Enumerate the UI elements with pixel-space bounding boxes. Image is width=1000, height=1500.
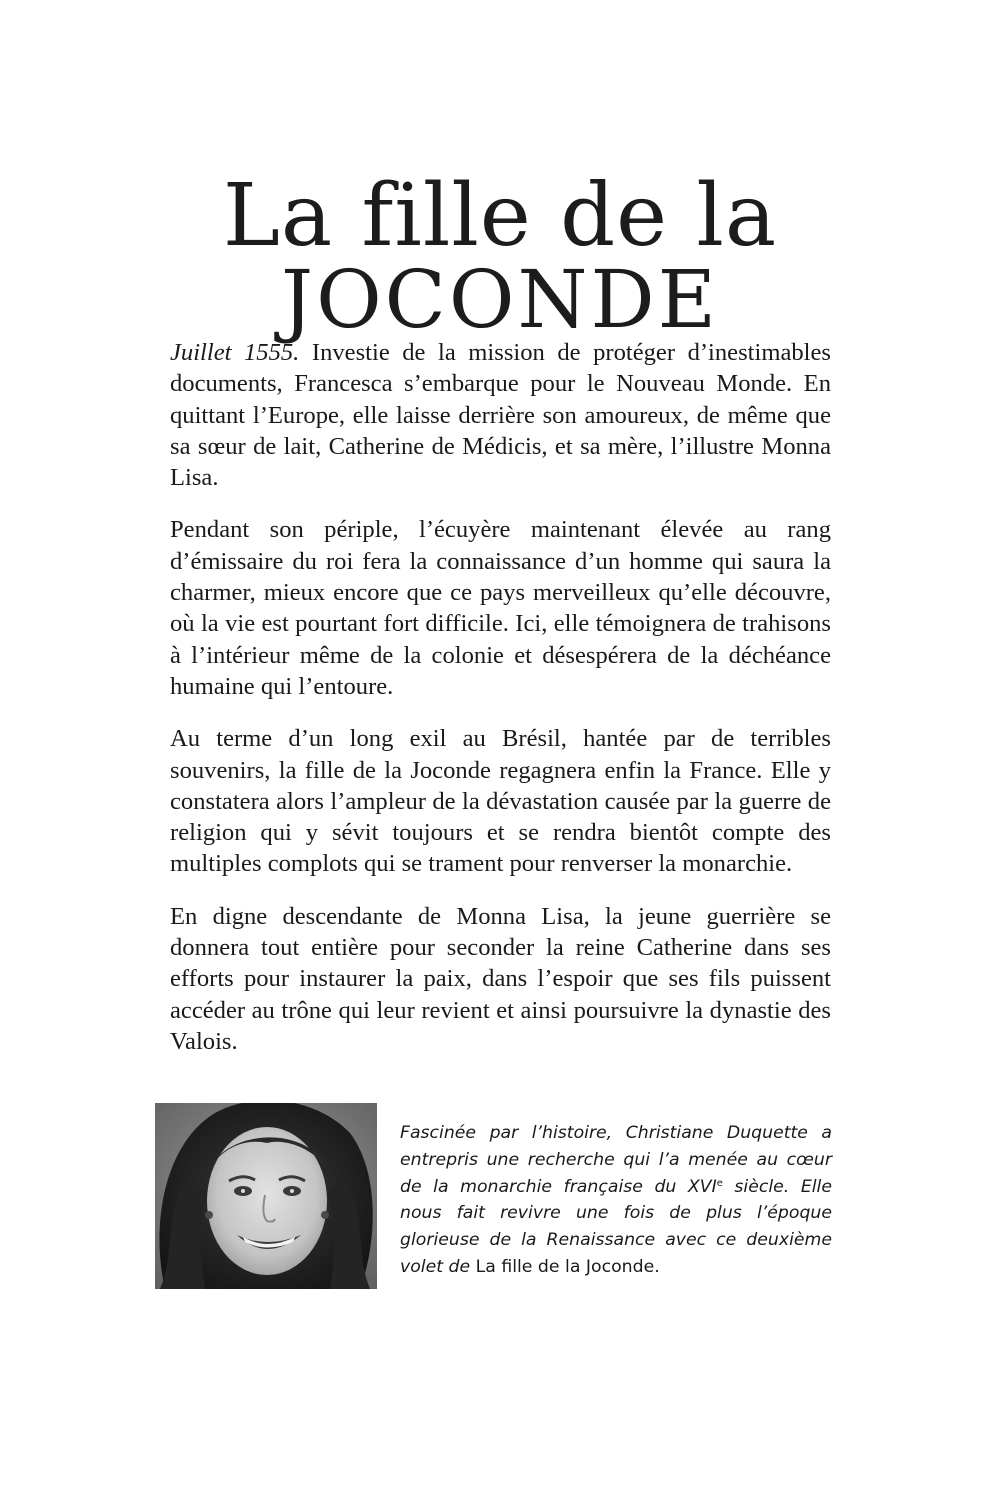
- summary-paragraph-4: En digne descendante de Monna Lisa, la jeune guerrière se donnera tout entière pour seconder la reine Catherine dans ses efforts pour instaurer la paix, dans l’espoir que ses fils puissent accéder au trône qui leur revient et ainsi poursuivre la dynastie des Valois.: [170, 902, 831, 1055]
- summary-paragraph-2: Pendant son périple, l’écuyère maintenant élevée au rang d’émissaire du roi fera la connaissance d’un homme qui saura la charmer, mieux encore que ce pays merveilleux qu’elle découvre, où la vie est pourtant fort difficile. Ici, elle témoignera de trahisons à l’intérieur même de la colonie et désespérera de la déchéance humaine qui l’entoure.: [170, 516, 831, 700]
- author-photo: [155, 1103, 377, 1289]
- summary-paragraph-3: Au terme d’un long exil au Brésil, hantée par de terribles souvenirs, la fille de la Joconde regagnera enfin la France. Elle y constatera alors l’ampleur de la dévastation causée par la guerre de religion qui y sévit toujours et se rendra bientôt compte des multiples complots qui se trament pour renverser la monarchie.: [170, 725, 831, 878]
- summary-paragraph-1: [170, 337, 831, 493]
- author-portrait-icon: [155, 1103, 377, 1289]
- summary-date: Juillet 1555.: [170, 339, 300, 366]
- author-bio-part-1: Fascinée par l’histoire, Christiane Duquette a entrepris une recherche qui l’a menée au cœur de la monarchie française du XVI: [400, 1123, 832, 1197]
- summary-text: [170, 337, 831, 1078]
- author-bio-part-2: siècle. Elle nous fait revivre une fois de plus l’époque glorieuse de la Renaissance avec ce deuxième volet de: [400, 1176, 832, 1277]
- title-line-2: JOCONDE: [281, 252, 719, 346]
- title-line-1: La fille de la: [222, 165, 778, 266]
- summary-paragraph-1-text: Investie de la mission de protéger d’inestimables documents, Francesca s’embarque pour le Nouveau Monde. En quittant l’Europe, elle laisse derrière son amoureux, de même que sa sœur de lait, Catherine de Médicis, et sa mère, l’illustre Monna Lisa.: [170, 339, 832, 492]
- author-bio-book-title: La fille de la Joconde.: [475, 1256, 660, 1277]
- author-bio-century-sup: e: [716, 1177, 723, 1189]
- author-bio: [400, 1120, 832, 1281]
